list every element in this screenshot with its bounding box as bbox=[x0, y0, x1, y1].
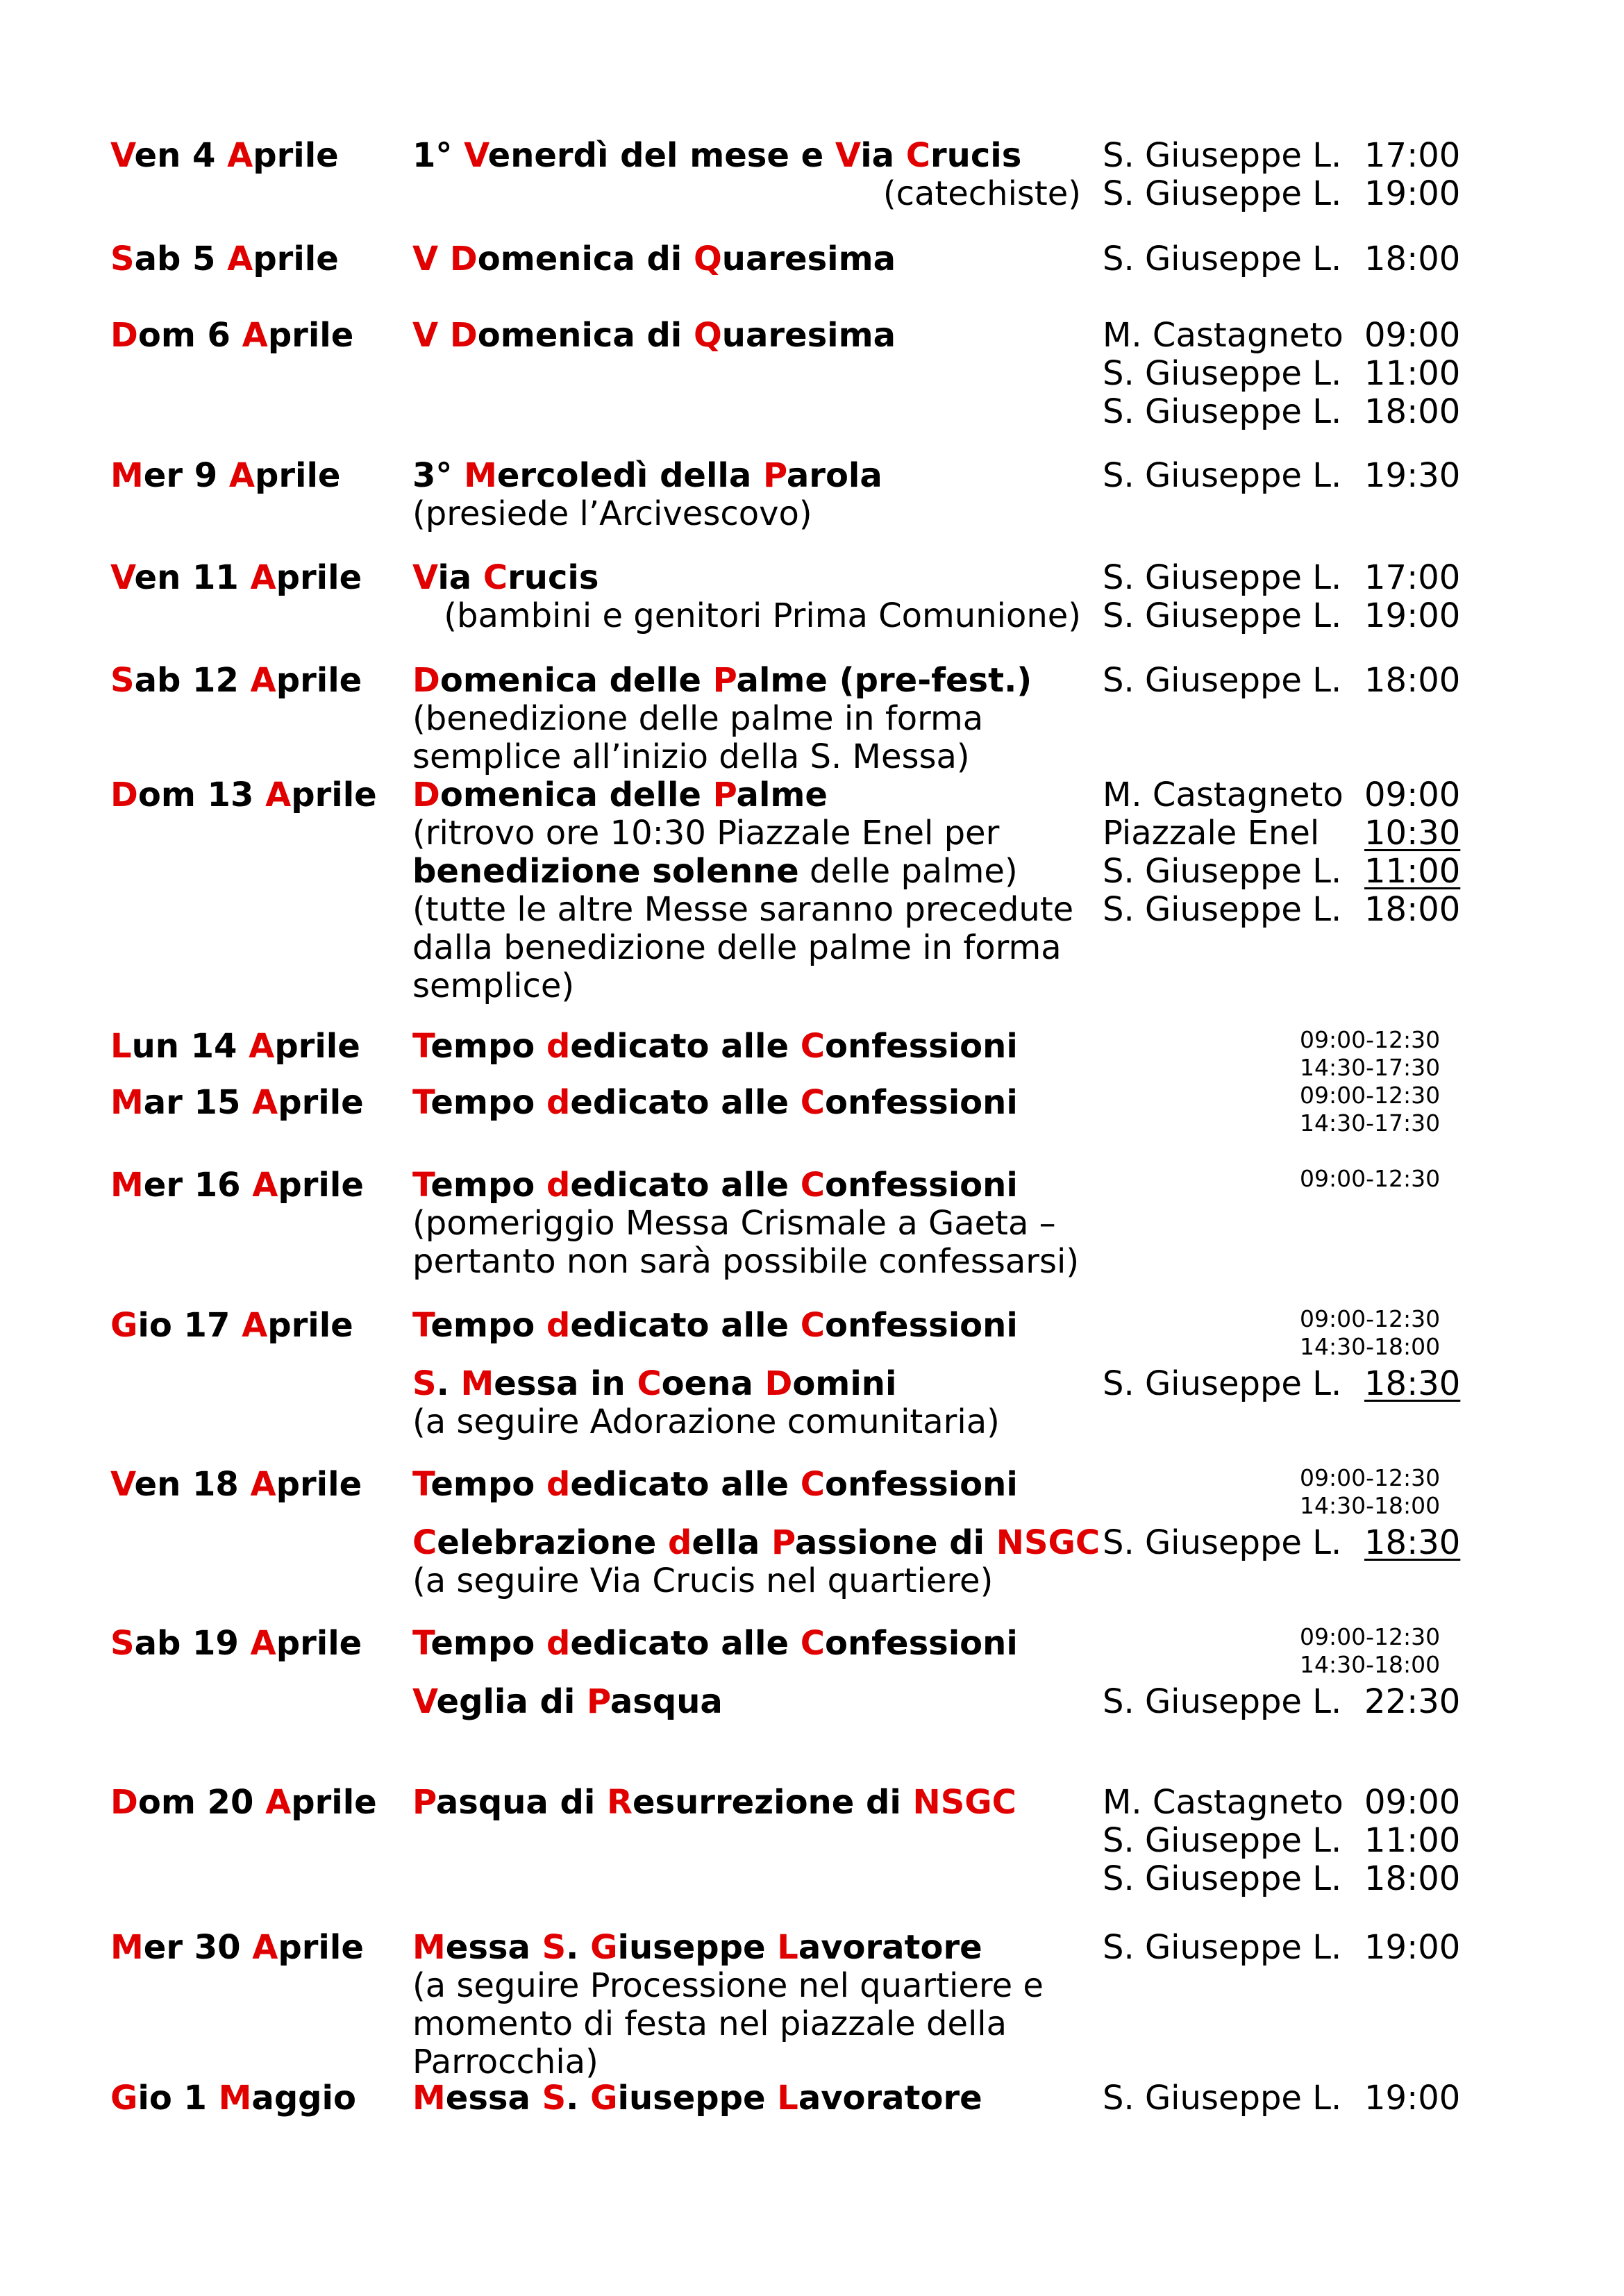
event-note-crismale-line: pertanto non sarà possibile confessarsi) bbox=[412, 1242, 1080, 1281]
time: 22:30 bbox=[1364, 1682, 1461, 1721]
day-label-ven4: Ven 4 Aprile bbox=[110, 136, 339, 175]
time-range: 09:00-12:30 bbox=[1300, 1026, 1441, 1053]
event-note-dom13-line: benedizione solenne delle palme) bbox=[412, 852, 1018, 891]
event-title-pasqua: Pasqua di Resurrezione di NSGC bbox=[412, 1783, 1016, 1822]
event-title-veglia: Veglia di Pasqua bbox=[412, 1682, 723, 1721]
location: S. Giuseppe L. bbox=[1103, 1928, 1342, 1967]
location: S. Giuseppe L. bbox=[1103, 890, 1342, 929]
event-note-processione-line: (a seguire Processione nel quartiere e bbox=[412, 1966, 1044, 2005]
location: S. Giuseppe L. bbox=[1103, 558, 1342, 597]
time: 18:00 bbox=[1364, 890, 1461, 929]
event-note-dom13-line: (tutte le altre Messe saranno precedute bbox=[412, 890, 1074, 929]
event-title-viacrucis: Via Crucis bbox=[412, 558, 599, 597]
day-label-mer9: Mer 9 Aprile bbox=[110, 456, 341, 495]
location: S. Giuseppe L. bbox=[1103, 1523, 1342, 1562]
day-label-ven18: Ven 18 Aprile bbox=[110, 1465, 362, 1504]
event-title-vdomenica: V Domenica di Quaresima bbox=[412, 316, 896, 355]
time-range: 09:00-12:30 bbox=[1300, 1464, 1441, 1491]
time: 18:00 bbox=[1364, 392, 1461, 431]
time: 19:00 bbox=[1364, 174, 1461, 213]
time-range: 14:30-18:00 bbox=[1300, 1333, 1441, 1360]
day-label-mar15: Mar 15 Aprile bbox=[110, 1083, 364, 1122]
time: 18:30 bbox=[1364, 1523, 1461, 1562]
time: 19:00 bbox=[1364, 2079, 1461, 2118]
location: M. Castagneto bbox=[1103, 316, 1343, 355]
day-label-dom20: Dom 20 Aprile bbox=[110, 1783, 377, 1822]
event-note-dom13-line: dalla benedizione delle palme in forma bbox=[412, 928, 1062, 967]
day-label-dom6: Dom 6 Aprile bbox=[110, 316, 354, 355]
event-note-palme-line: (benedizione delle palme in forma bbox=[412, 699, 984, 738]
location: S. Giuseppe L. bbox=[1103, 1821, 1342, 1860]
event-title-passione: Celebrazione della Passione di NSGC bbox=[412, 1523, 1100, 1562]
event-title-vdomenica: V Domenica di Quaresima bbox=[412, 240, 896, 278]
event-note-catechiste: (catechiste) bbox=[882, 174, 1081, 213]
time: 10:30 bbox=[1364, 814, 1461, 853]
day-label-sab19: Sab 19 Aprile bbox=[110, 1624, 362, 1663]
location: M. Castagneto bbox=[1103, 776, 1343, 814]
time: 19:30 bbox=[1364, 456, 1461, 495]
event-title-confessioni: Tempo dedicato alle Confessioni bbox=[412, 1306, 1018, 1345]
day-label-dom13: Dom 13 Aprile bbox=[110, 776, 377, 814]
time: 09:00 bbox=[1364, 1783, 1461, 1822]
time-range: 09:00-12:30 bbox=[1300, 1165, 1441, 1192]
time: 11:00 bbox=[1364, 1821, 1461, 1860]
location: M. Castagneto bbox=[1103, 1783, 1343, 1822]
event-title-confessioni: Tempo dedicato alle Confessioni bbox=[412, 1083, 1018, 1122]
day-label-sab5: Sab 5 Aprile bbox=[110, 240, 339, 278]
location: S. Giuseppe L. bbox=[1103, 456, 1342, 495]
time: 19:00 bbox=[1364, 1928, 1461, 1967]
location: S. Giuseppe L. bbox=[1103, 1364, 1342, 1403]
event-note-bambini: (bambini e genitori Prima Comunione) bbox=[444, 596, 1081, 635]
time-range: 09:00-12:30 bbox=[1300, 1623, 1441, 1650]
event-title-mercoledi: 3° Mercoledì della Parola bbox=[412, 456, 882, 495]
day-label-gio17: Gio 17 Aprile bbox=[110, 1306, 353, 1345]
location: S. Giuseppe L. bbox=[1103, 596, 1342, 635]
day-label-mer16: Mer 16 Aprile bbox=[110, 1166, 364, 1205]
day-label-sab12: Sab 12 Aprile bbox=[110, 661, 362, 700]
day-label-ven11: Ven 11 Aprile bbox=[110, 558, 362, 597]
time: 17:00 bbox=[1364, 136, 1461, 175]
location: Piazzale Enel bbox=[1103, 814, 1320, 853]
time: 18:00 bbox=[1364, 240, 1461, 278]
location: S. Giuseppe L. bbox=[1103, 354, 1342, 393]
time-range: 14:30-17:30 bbox=[1300, 1109, 1441, 1137]
day-label-lun14: Lun 14 Aprile bbox=[110, 1027, 360, 1066]
event-title-venerdi: 1° Venerdì del mese e Via Crucis bbox=[412, 136, 1022, 175]
event-note-adorazione: (a seguire Adorazione comunitaria) bbox=[412, 1402, 1000, 1441]
event-note-arcivescovo: (presiede l’Arcivescovo) bbox=[412, 494, 812, 533]
time: 19:00 bbox=[1364, 596, 1461, 635]
day-label-mer30: Mer 30 Aprile bbox=[110, 1928, 364, 1967]
event-note-palme-line: semplice all’inizio della S. Messa) bbox=[412, 737, 970, 776]
time-range: 09:00-12:30 bbox=[1300, 1082, 1441, 1109]
time: 11:00 bbox=[1364, 354, 1461, 393]
event-title-palme: Domenica delle Palme bbox=[412, 776, 828, 814]
location: S. Giuseppe L. bbox=[1103, 2079, 1342, 2118]
time: 11:00 bbox=[1364, 852, 1461, 891]
location: S. Giuseppe L. bbox=[1103, 136, 1342, 175]
location: S. Giuseppe L. bbox=[1103, 392, 1342, 431]
event-title-coena: S. Messa in Coena Domini bbox=[412, 1364, 897, 1403]
time: 18:00 bbox=[1364, 661, 1461, 700]
time-range: 14:30-17:30 bbox=[1300, 1054, 1441, 1081]
time: 17:00 bbox=[1364, 558, 1461, 597]
event-note-quartiere: (a seguire Via Crucis nel quartiere) bbox=[412, 1561, 994, 1600]
location: S. Giuseppe L. bbox=[1103, 1682, 1342, 1721]
time-range: 14:30-18:00 bbox=[1300, 1651, 1441, 1678]
day-label-gio1: Gio 1 Maggio bbox=[110, 2079, 356, 2118]
event-title-confessioni: Tempo dedicato alle Confessioni bbox=[412, 1624, 1018, 1663]
event-title-lavoratore: Messa S. Giuseppe Lavoratore bbox=[412, 2079, 982, 2118]
time: 09:00 bbox=[1364, 316, 1461, 355]
event-note-processione-line: momento di festa nel piazzale della bbox=[412, 2004, 1007, 2043]
event-note-dom13-line: (ritrovo ore 10:30 Piazzale Enel per bbox=[412, 814, 1000, 853]
event-title-lavoratore: Messa S. Giuseppe Lavoratore bbox=[412, 1928, 982, 1967]
location: S. Giuseppe L. bbox=[1103, 174, 1342, 213]
time: 18:00 bbox=[1364, 1859, 1461, 1898]
time-range: 09:00-12:30 bbox=[1300, 1305, 1441, 1332]
location: S. Giuseppe L. bbox=[1103, 1859, 1342, 1898]
event-title-palme-prefest: Domenica delle Palme (pre-fest.) bbox=[412, 661, 1032, 700]
event-title-confessioni: Tempo dedicato alle Confessioni bbox=[412, 1465, 1018, 1504]
location: S. Giuseppe L. bbox=[1103, 240, 1342, 278]
event-title-confessioni: Tempo dedicato alle Confessioni bbox=[412, 1166, 1018, 1205]
time: 18:30 bbox=[1364, 1364, 1461, 1403]
time: 09:00 bbox=[1364, 776, 1461, 814]
event-note-crismale-line: (pomeriggio Messa Crismale a Gaeta – bbox=[412, 1204, 1056, 1243]
event-note-processione-line: Parrocchia) bbox=[412, 2043, 598, 2081]
event-title-confessioni: Tempo dedicato alle Confessioni bbox=[412, 1027, 1018, 1066]
location: S. Giuseppe L. bbox=[1103, 852, 1342, 891]
time-range: 14:30-18:00 bbox=[1300, 1492, 1441, 1519]
event-note-dom13-line: semplice) bbox=[412, 966, 575, 1005]
location: S. Giuseppe L. bbox=[1103, 661, 1342, 700]
